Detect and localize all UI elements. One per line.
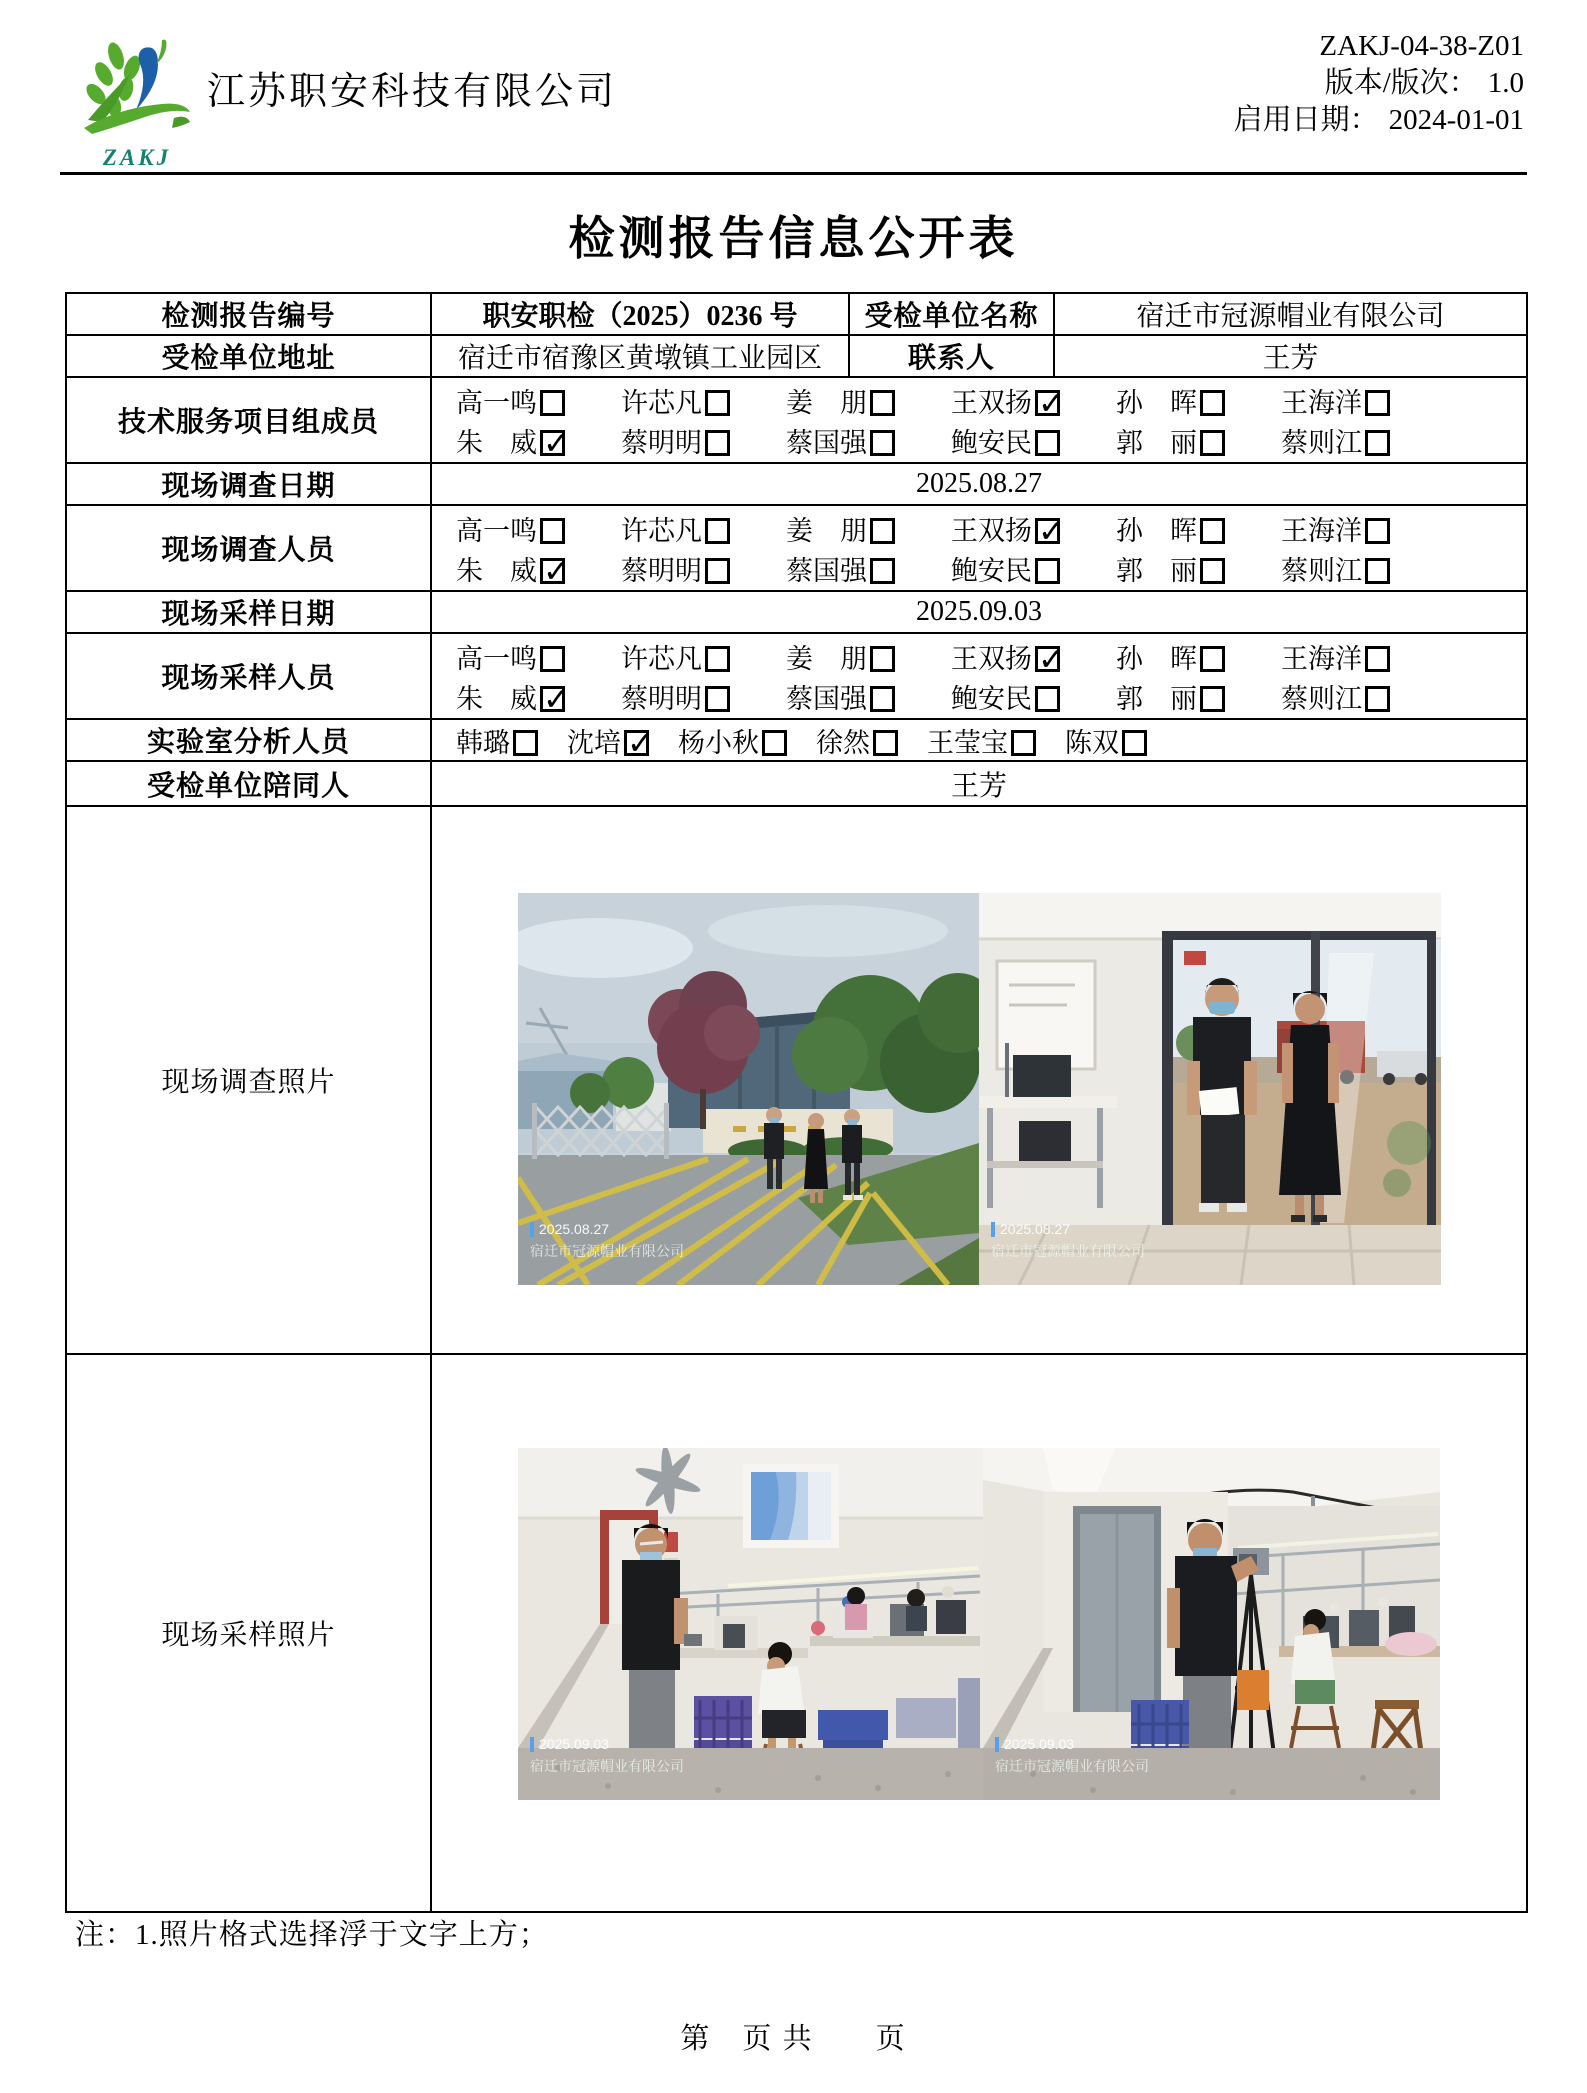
table-row [66,633,1527,719]
watermark-date: 2025.08.27 [539,1221,610,1237]
person-name: 杨小秋 [678,727,759,758]
photo-watermark [991,1221,1145,1261]
table-row [66,335,1527,377]
person-checkbox[interactable] [1200,686,1225,712]
person-option [1116,381,1281,420]
watermark-bar [991,1222,995,1237]
lab-analysts-label: 实验室分析人员 [66,719,431,761]
person-option [786,509,951,548]
contact-label: 联系人 [849,335,1054,377]
person-name: 高一鸣 [456,515,537,546]
person-checkbox[interactable] [762,730,787,756]
sampling-photos-cell [431,1354,1527,1912]
person-name: 韩璐 [456,727,510,758]
person-name: 鲍安民 [951,683,1032,714]
person-name: 陈双 [1065,727,1119,758]
person-checkbox[interactable] [540,686,565,712]
survey-photos-label: 现场调查照片 [66,806,431,1354]
team-members-label: 技术服务项目组成员 [66,377,431,463]
person-checkbox[interactable] [705,646,730,672]
survey-staff-roster [431,505,1527,591]
person-name: 郭 丽 [1116,683,1197,714]
person-option [1116,677,1281,716]
person-checkbox[interactable] [540,390,565,416]
roster-line [456,636,1526,676]
person-checkbox[interactable] [1365,390,1390,416]
sampling-date-label: 现场采样日期 [66,591,431,633]
person-checkbox[interactable] [1035,430,1060,456]
person-checkbox[interactable] [873,730,898,756]
person-name: 蔡明明 [621,427,702,458]
person-name: 王双扬 [951,643,1032,674]
person-option [621,509,786,548]
person-checkbox[interactable] [540,518,565,544]
effective-date-label: 启用日期： [1233,104,1379,136]
table-row [66,761,1527,806]
person-option [1116,509,1281,548]
person-option [951,421,1116,460]
person-name: 徐然 [816,727,870,758]
company-logo [78,34,196,171]
person-name: 蔡明明 [621,683,702,714]
person-checkbox[interactable] [870,646,895,672]
sampling-photos-label: 现场采样照片 [66,1354,431,1912]
person-name: 许芯凡 [621,515,702,546]
effective-date-line [1234,102,1524,139]
survey-photo-pair [518,893,1441,1285]
person-checkbox[interactable] [624,730,649,756]
watermark-date: 2025.09.03 [539,1736,610,1752]
watermark-bar [530,1222,534,1237]
photo-watermark [995,1736,1149,1776]
person-option [456,421,621,460]
person-option [1281,549,1446,588]
person-checkbox[interactable] [1200,430,1225,456]
person-name: 孙 晖 [1116,643,1197,674]
person-checkbox[interactable] [1200,518,1225,544]
version-label: 版本/版次： [1324,67,1478,99]
person-name: 高一鸣 [456,643,537,674]
person-name: 王海洋 [1281,515,1362,546]
person-checkbox[interactable] [540,646,565,672]
person-checkbox[interactable] [1035,686,1060,712]
document-code: ZAKJ-04-38-Z01 [1319,30,1524,62]
person-name: 孙 晖 [1116,387,1197,418]
table-row [66,293,1527,335]
person-name: 王双扬 [951,387,1032,418]
person-option [567,721,649,760]
person-option [456,637,621,676]
person-option [927,721,1036,760]
report-number-value: 职安职检（2025）0236 号 [431,293,849,335]
photo-watermark [530,1221,684,1261]
person-option [621,421,786,460]
table-row [66,1354,1527,1912]
person-checkbox[interactable] [1365,518,1390,544]
person-option [951,509,1116,548]
person-checkbox[interactable] [1035,646,1060,672]
page-title: 检测报告信息公开表 [568,213,1019,264]
person-option [1065,721,1147,760]
person-option [621,549,786,588]
sampling-photo-workshop-2 [983,1448,1440,1800]
survey-photo-indoor [979,893,1441,1285]
team-members-roster [431,377,1527,463]
person-checkbox[interactable] [1035,390,1060,416]
unit-name-label: 受检单位名称 [849,293,1054,335]
report-number-label: 检测报告编号 [66,293,431,335]
person-checkbox[interactable] [1200,558,1225,584]
roster-line [456,380,1526,420]
person-name: 许芯凡 [621,387,702,418]
person-option [786,549,951,588]
person-option [786,381,951,420]
person-option [951,381,1116,420]
table-row [66,505,1527,591]
person-name: 郭 丽 [1116,555,1197,586]
person-name: 孙 晖 [1116,515,1197,546]
person-option [1281,677,1446,716]
watermark-company: 宿迁市冠源帽业有限公司 [995,1758,1149,1774]
person-name: 王海洋 [1281,387,1362,418]
roster-line [456,676,1526,716]
roster-line [432,721,1526,760]
person-checkbox[interactable] [1035,518,1060,544]
survey-photo-outdoor [518,893,979,1285]
watermark-bar [530,1737,534,1752]
table-row [66,806,1527,1354]
person-option [621,381,786,420]
roster-line [456,420,1526,460]
person-name: 王莹宝 [927,727,1008,758]
person-checkbox[interactable] [1365,686,1390,712]
person-name: 许芯凡 [621,643,702,674]
person-checkbox[interactable] [870,686,895,712]
effective-date-value: 2024-01-01 [1388,104,1524,136]
watermark-company: 宿迁市冠源帽业有限公司 [991,1243,1145,1259]
person-checkbox[interactable] [870,558,895,584]
sampling-photo-pair [518,1448,1440,1800]
watermark-company: 宿迁市冠源帽业有限公司 [530,1243,684,1259]
person-checkbox[interactable] [540,558,565,584]
person-checkbox[interactable] [705,558,730,584]
person-name: 王海洋 [1281,643,1362,674]
photo-watermark [530,1736,684,1776]
person-checkbox[interactable] [1035,558,1060,584]
survey-photos-cell [431,806,1527,1354]
person-name: 姜 朋 [786,515,867,546]
person-name: 鲍安民 [951,555,1032,586]
person-name: 蔡则江 [1281,427,1362,458]
person-name: 蔡明明 [621,555,702,586]
survey-date-value: 2025.08.27 [431,463,1527,505]
watermark-company: 宿迁市冠源帽业有限公司 [530,1758,684,1774]
person-option [786,677,951,716]
person-name: 朱 威 [456,427,537,458]
table-row [66,377,1527,463]
person-name: 蔡则江 [1281,683,1362,714]
roster-line [456,508,1526,548]
person-option [1281,381,1446,420]
person-option [621,637,786,676]
unit-address-value: 宿迁市宿豫区黄墩镇工业园区 [431,335,849,377]
person-name: 鲍安民 [951,427,1032,458]
person-checkbox[interactable] [870,430,895,456]
survey-staff-label: 现场调查人员 [66,505,431,591]
person-name: 沈培 [567,727,621,758]
person-option [786,421,951,460]
person-option [1281,637,1446,676]
person-name: 姜 朋 [786,643,867,674]
sampling-staff-roster [431,633,1527,719]
sampling-staff-label: 现场采样人员 [66,633,431,719]
survey-date-label: 现场调查日期 [66,463,431,505]
person-checkbox[interactable] [870,390,895,416]
person-checkbox[interactable] [1011,730,1036,756]
lab-analysts-roster [431,719,1527,761]
watermark-date: 2025.08.27 [1000,1221,1071,1237]
person-checkbox[interactable] [1200,390,1225,416]
person-checkbox[interactable] [1365,646,1390,672]
person-option [1116,549,1281,588]
person-checkbox[interactable] [870,518,895,544]
person-option [456,677,621,716]
page-number-footer: 第 页 共 页 [680,2023,907,2055]
report-info-table [65,292,1528,1913]
person-option [786,637,951,676]
sampling-date-value: 2025.09.03 [431,591,1527,633]
logo-text: ZAKJ [102,145,172,170]
sampling-photo-workshop-1 [518,1448,983,1800]
person-checkbox[interactable] [705,686,730,712]
person-name: 高一鸣 [456,387,537,418]
person-name: 郭 丽 [1116,427,1197,458]
unit-address-label: 受检单位地址 [66,335,431,377]
version-line [1234,65,1524,102]
footnote: 注：1.照片格式选择浮于文字上方； [75,1919,549,1951]
person-option [1281,421,1446,460]
person-option [1116,421,1281,460]
person-option [951,637,1116,676]
person-name: 蔡国强 [786,683,867,714]
person-option [951,549,1116,588]
table-row [66,591,1527,633]
person-option [816,721,898,760]
person-name: 王双扬 [951,515,1032,546]
person-option [456,381,621,420]
company-name: 江苏职安科技有限公司 [207,71,618,113]
companion-label: 受检单位陪同人 [66,761,431,806]
companion-value: 王芳 [431,761,1527,806]
person-name: 姜 朋 [786,387,867,418]
person-option [1281,509,1446,548]
person-name: 蔡国强 [786,555,867,586]
header-divider [60,172,1527,175]
person-name: 朱 威 [456,555,537,586]
table-row [66,719,1527,761]
person-checkbox[interactable] [513,730,538,756]
person-name: 朱 威 [456,683,537,714]
version-value: 1.0 [1487,67,1524,99]
person-checkbox[interactable] [705,518,730,544]
person-option [456,721,538,760]
contact-value: 王芳 [1054,335,1527,377]
person-checkbox[interactable] [1122,730,1147,756]
watermark-bar [995,1737,999,1752]
logo-leaf-icon [78,34,196,138]
person-checkbox[interactable] [1200,646,1225,672]
person-name: 蔡国强 [786,427,867,458]
person-checkbox[interactable] [540,430,565,456]
unit-name-value: 宿迁市冠源帽业有限公司 [1054,293,1527,335]
person-option [456,509,621,548]
person-option [951,677,1116,716]
person-option [1116,637,1281,676]
person-option [678,721,787,760]
person-option [456,549,621,588]
roster-line [456,548,1526,588]
watermark-date: 2025.09.03 [1004,1736,1075,1752]
person-checkbox[interactable] [1365,430,1390,456]
person-option [621,677,786,716]
person-checkbox[interactable] [705,430,730,456]
table-row [66,463,1527,505]
document-control-block [1234,28,1524,139]
person-name: 蔡则江 [1281,555,1362,586]
person-checkbox[interactable] [705,390,730,416]
person-checkbox[interactable] [1365,558,1390,584]
